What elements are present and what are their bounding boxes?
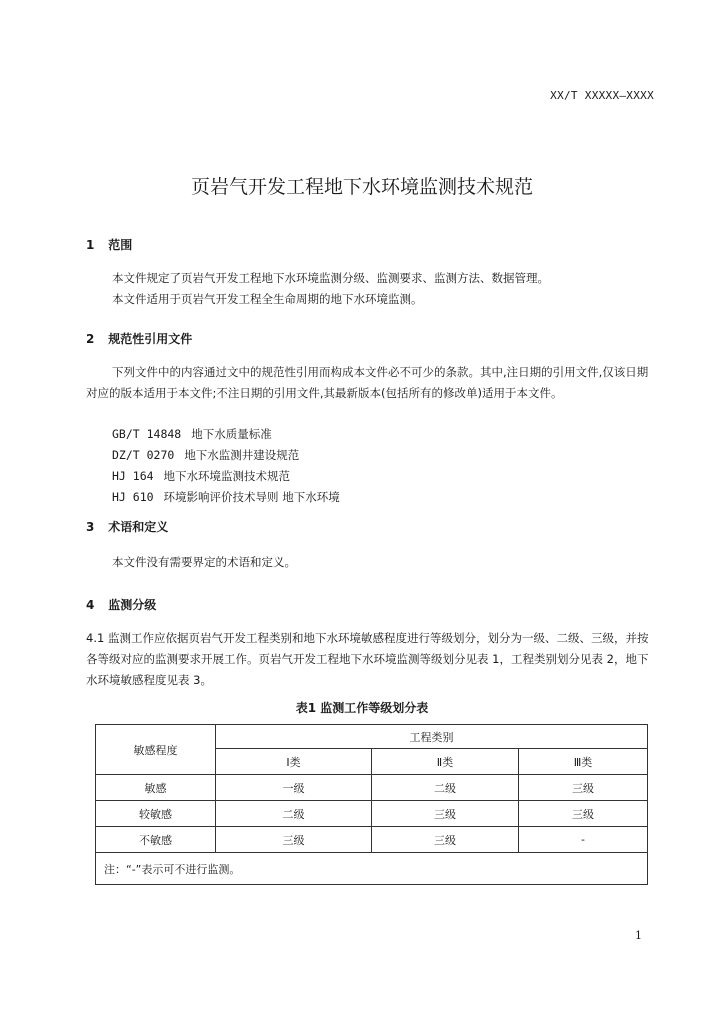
table-row [96, 775, 648, 801]
table-cell: 二级 [372, 775, 519, 801]
table-group-header: 工程类别 [216, 725, 648, 749]
table-row-label: 不敏感 [96, 827, 216, 853]
paragraph: 本文件适用于页岩气开发工程全生命周期的地下水环境监测。 [112, 292, 423, 306]
paragraph: 下列文件中的内容通过文中的规范性引用而构成本文件必不可少的条款。其中,注日期的引用文件,仅该日期对应的版本适用于本文件;不注日期的引用文件,其最新版本(包括所有的修改单)适用于本文件。 [86, 365, 649, 400]
section-title: 规范性引用文件 [108, 332, 193, 346]
table-cell: 一级 [216, 775, 372, 801]
reference-name: 地下水环境监测技术规范 [163, 469, 291, 483]
table-column-header: Ⅱ类 [372, 749, 519, 775]
table-row-label: 较敏感 [96, 801, 216, 827]
table-caption: 表1 监测工作等级划分表 [295, 701, 429, 715]
page-number: 1 [635, 929, 642, 942]
reference-code: HJ 164 [112, 469, 154, 483]
table-row [96, 827, 648, 853]
reference-name: 环境影响评价技术导则 地下水环境 [163, 490, 340, 504]
reference-item [112, 489, 340, 505]
section-2-heading [86, 330, 192, 347]
reference-item [112, 447, 299, 463]
paragraph: 本文件没有需要界定的术语和定义。 [112, 555, 296, 569]
table-row-label: 敏感 [96, 775, 216, 801]
table-row-header: 敏感程度 [96, 725, 216, 775]
table-column-header: Ⅰ类 [216, 749, 372, 775]
clause-4-1: 4.1 监测工作应依据页岩气开发工程类别和地下水环境敏感程度进行等级划分，划分为一级、二级、三级，并按各等级对应的监测要求开展工作。页岩气开发工程地下水环境监测等级划分见表 1，工程类别划分见表 2，地下水环境敏感程度见表 3。 [86, 631, 649, 687]
table-row [96, 801, 648, 827]
section-4-heading [86, 596, 156, 613]
table-cell: 二级 [216, 801, 372, 827]
section-number: 2 [86, 332, 95, 346]
document-code: XX/T XXXXX—XXXX [550, 89, 654, 102]
section-3-heading [86, 518, 168, 535]
table-note: 注：“-”表示可不进行监测。 [96, 853, 648, 885]
reference-code: HJ 610 [112, 490, 154, 504]
reference-item [112, 468, 290, 484]
paragraph: 本文件规定了页岩气开发工程地下水环境监测分级、监测要求、监测方法、数据管理。 [112, 271, 549, 285]
document-title: 页岩气开发工程地下水环境监测技术规范 [190, 176, 533, 198]
section-title: 术语和定义 [108, 520, 169, 534]
section-title: 范围 [108, 238, 133, 252]
table-cell: 三级 [216, 827, 372, 853]
reference-code: DZ/T 0270 [112, 448, 175, 462]
table-column-header: Ⅲ类 [519, 749, 648, 775]
reference-name: 地下水监测井建设规范 [184, 448, 300, 462]
table-cell: 三级 [519, 775, 648, 801]
table-cell: - [519, 827, 648, 853]
reference-name: 地下水质量标准 [191, 427, 272, 441]
reference-item [112, 426, 272, 442]
section-1-heading [86, 236, 132, 253]
section-number: 1 [86, 238, 95, 252]
reference-code: GB/T 14848 [112, 427, 182, 441]
section-number: 4 [86, 598, 95, 612]
section-number: 3 [86, 520, 95, 534]
grading-table [95, 724, 648, 885]
section-title: 监测分级 [108, 598, 157, 612]
table-cell: 三级 [372, 801, 519, 827]
table-cell: 三级 [372, 827, 519, 853]
table-cell: 三级 [519, 801, 648, 827]
